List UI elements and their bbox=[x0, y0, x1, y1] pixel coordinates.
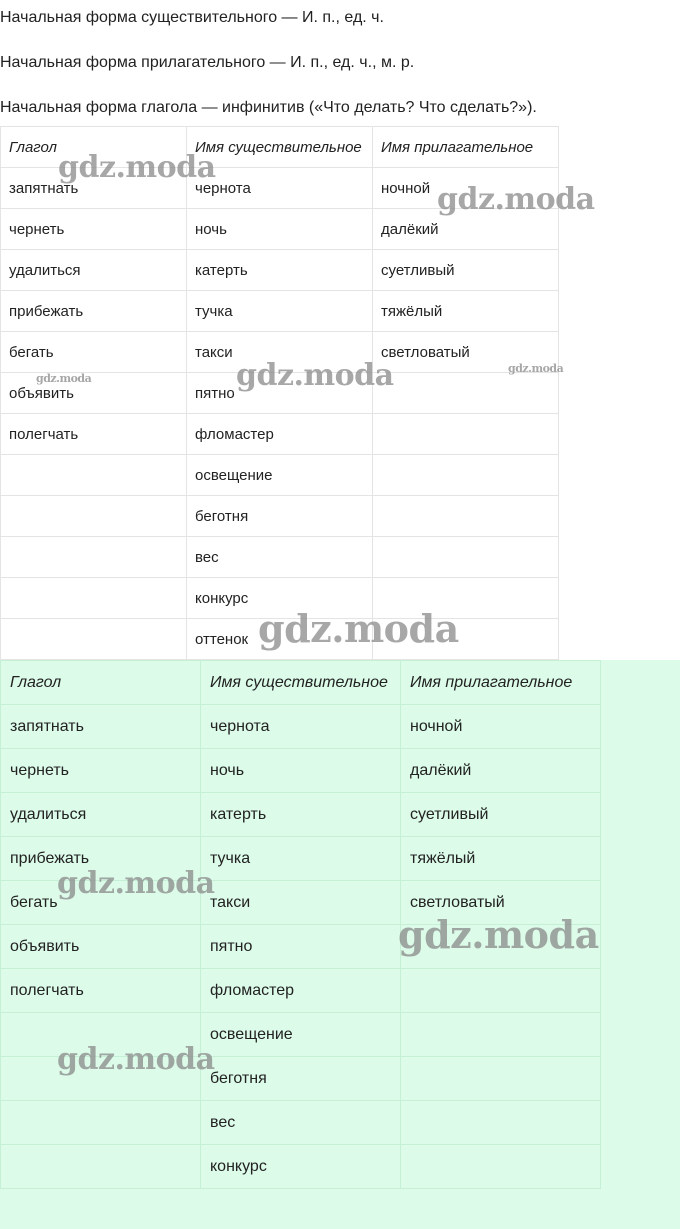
cell-adjective bbox=[401, 1101, 601, 1145]
cell-adjective: светловатый bbox=[373, 332, 559, 373]
table-row bbox=[1, 837, 601, 881]
noun-initial-form-rule: Начальная форма существительного — И. п., ед. ч. bbox=[0, 9, 384, 26]
cell-noun: беготня bbox=[187, 496, 373, 537]
table-row bbox=[1, 749, 601, 793]
header-verb: Глагол bbox=[1, 127, 187, 168]
parts-of-speech-table bbox=[0, 126, 559, 660]
cell-adjective: тяжёлый bbox=[373, 291, 559, 332]
cell-verb: запятнать bbox=[1, 705, 201, 749]
cell-verb bbox=[1, 619, 187, 660]
cell-verb: прибежать bbox=[1, 837, 201, 881]
table-body bbox=[1, 168, 559, 660]
header-noun: Имя существительное bbox=[201, 661, 401, 705]
cell-adjective bbox=[373, 414, 559, 455]
table-row bbox=[1, 705, 601, 749]
cell-adjective bbox=[401, 969, 601, 1013]
cell-noun: фломастер bbox=[201, 969, 401, 1013]
cell-noun: вес bbox=[201, 1101, 401, 1145]
header-noun: Имя существительное bbox=[187, 127, 373, 168]
cell-verb: полегчать bbox=[1, 969, 201, 1013]
cell-adjective bbox=[373, 455, 559, 496]
cell-verb: чернеть bbox=[1, 749, 201, 793]
table-row bbox=[1, 793, 601, 837]
cell-noun: вес bbox=[187, 537, 373, 578]
cell-noun: беготня bbox=[201, 1057, 401, 1101]
cell-verb: объявить bbox=[1, 925, 201, 969]
cell-verb: полегчать bbox=[1, 414, 187, 455]
cell-noun: такси bbox=[187, 332, 373, 373]
cell-adjective bbox=[373, 619, 559, 660]
cell-verb: чернеть bbox=[1, 209, 187, 250]
header-verb: Глагол bbox=[1, 661, 201, 705]
table-row bbox=[1, 537, 559, 578]
cell-adjective bbox=[373, 496, 559, 537]
cell-noun: катерть bbox=[187, 250, 373, 291]
table-row bbox=[1, 250, 559, 291]
cell-verb: удалиться bbox=[1, 793, 201, 837]
cell-noun: оттенок bbox=[187, 619, 373, 660]
cell-adjective: светловатый bbox=[401, 881, 601, 925]
watermark: gdz.moda bbox=[258, 606, 459, 651]
table-header-row bbox=[1, 127, 559, 168]
cell-verb: бегать bbox=[1, 881, 201, 925]
cell-verb: бегать bbox=[1, 332, 187, 373]
cell-noun: пятно bbox=[201, 925, 401, 969]
cell-noun: фломастер bbox=[187, 414, 373, 455]
table-row bbox=[1, 168, 559, 209]
watermark: gdz.moda bbox=[36, 372, 92, 385]
cell-verb bbox=[1, 578, 187, 619]
table-row bbox=[1, 969, 601, 1013]
cell-adjective: ночной bbox=[401, 705, 601, 749]
cell-adjective bbox=[373, 373, 559, 414]
header-adjective: Имя прилагательное bbox=[401, 661, 601, 705]
cell-noun: ночь bbox=[187, 209, 373, 250]
cell-adjective: суетливый bbox=[373, 250, 559, 291]
cell-noun: катерть bbox=[201, 793, 401, 837]
table-row bbox=[1, 373, 559, 414]
table-header-row bbox=[1, 661, 601, 705]
cell-verb: прибежать bbox=[1, 291, 187, 332]
cell-adjective: далёкий bbox=[401, 749, 601, 793]
table-row bbox=[1, 291, 559, 332]
cell-verb bbox=[1, 1013, 201, 1057]
cell-verb bbox=[1, 1101, 201, 1145]
cell-adjective bbox=[373, 537, 559, 578]
cell-adjective: тяжёлый bbox=[401, 837, 601, 881]
cell-verb bbox=[1, 537, 187, 578]
cell-noun: освещение bbox=[187, 455, 373, 496]
table-row bbox=[1, 619, 559, 660]
cell-verb: объявить bbox=[1, 373, 187, 414]
table-row bbox=[1, 1101, 601, 1145]
cell-verb bbox=[1, 1145, 201, 1189]
cell-noun: такси bbox=[201, 881, 401, 925]
table-row bbox=[1, 578, 559, 619]
table-row bbox=[1, 925, 601, 969]
table-row bbox=[1, 209, 559, 250]
cell-noun: конкурс bbox=[201, 1145, 401, 1189]
cell-adjective: суетливый bbox=[401, 793, 601, 837]
watermark: gdz.moda bbox=[437, 182, 595, 217]
cell-adjective: далёкий bbox=[373, 209, 559, 250]
watermark: gdz.moda bbox=[398, 912, 599, 957]
table-row bbox=[1, 496, 559, 537]
watermark: gdz.moda bbox=[57, 866, 215, 901]
cell-adjective bbox=[401, 1013, 601, 1057]
cell-noun: ночь bbox=[201, 749, 401, 793]
table-row bbox=[1, 414, 559, 455]
table-row bbox=[1, 1057, 601, 1101]
table-body bbox=[1, 705, 601, 1189]
table-row bbox=[1, 332, 559, 373]
watermark: gdz.moda bbox=[57, 1042, 215, 1077]
cell-adjective bbox=[401, 1145, 601, 1189]
cell-verb: запятнать bbox=[1, 168, 187, 209]
watermark: gdz.moda bbox=[508, 362, 564, 375]
table-row bbox=[1, 1013, 601, 1057]
table-row bbox=[1, 455, 559, 496]
cell-noun: тучка bbox=[187, 291, 373, 332]
cell-verb bbox=[1, 455, 187, 496]
header-adjective: Имя прилагательное bbox=[373, 127, 559, 168]
parts-of-speech-table-highlighted bbox=[0, 660, 601, 1189]
cell-adjective bbox=[401, 1057, 601, 1101]
cell-noun: тучка bbox=[201, 837, 401, 881]
cell-noun: пятно bbox=[187, 373, 373, 414]
cell-adjective: ночной bbox=[373, 168, 559, 209]
adjective-initial-form-rule: Начальная форма прилагательного — И. п., ед. ч., м. р. bbox=[0, 54, 415, 71]
cell-noun: освещение bbox=[201, 1013, 401, 1057]
cell-noun: конкурс bbox=[187, 578, 373, 619]
table-row bbox=[1, 881, 601, 925]
cell-noun: чернота bbox=[187, 168, 373, 209]
cell-verb bbox=[1, 1057, 201, 1101]
verb-initial-form-rule: Начальная форма глагола — инфинитив («Что делать? Что сделать?»). bbox=[0, 99, 537, 116]
cell-verb bbox=[1, 496, 187, 537]
watermark: gdz.moda bbox=[58, 150, 216, 185]
table-row bbox=[1, 1145, 601, 1189]
cell-adjective bbox=[401, 925, 601, 969]
cell-adjective bbox=[373, 578, 559, 619]
cell-verb: удалиться bbox=[1, 250, 187, 291]
watermark: gdz.moda bbox=[236, 358, 394, 393]
cell-noun: чернота bbox=[201, 705, 401, 749]
